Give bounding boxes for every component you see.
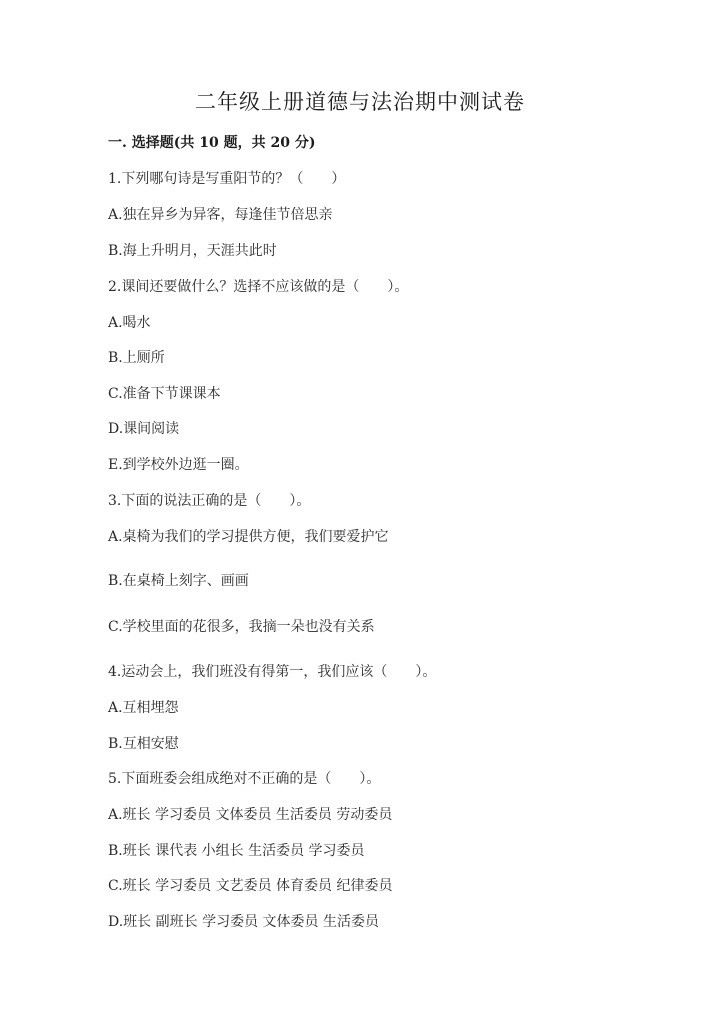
question-5-option-b: B.班长 课代表 小组长 生活委员 学习委员 [108, 843, 365, 859]
section-heading: 一. 选择题(共 10 题，共 20 分) [108, 135, 316, 151]
question-5-option-d: D.班长 副班长 学习委员 文体委员 生活委员 [108, 914, 379, 930]
question-3-stem: 3.下面的说法正确的是（ ）。 [108, 493, 311, 509]
question-5-option-a: A.班长 学习委员 文体委员 生活委员 劳动委员 [108, 807, 393, 823]
question-1-stem: 1.下列哪句诗是写重阳节的？（ ） [108, 171, 346, 187]
question-5-stem: 5.下面班委会组成绝对不正确的是（ ）。 [108, 771, 381, 787]
question-2-stem: 2.课间还要做什么？选择不应该做的是（ ）。 [108, 279, 409, 295]
question-1-option-a: A.独在异乡为异客，每逢佳节倍思亲 [108, 207, 333, 223]
question-2-option-c: C.准备下节课课本 [108, 386, 221, 402]
question-4-option-b: B.互相安慰 [108, 736, 179, 752]
question-1-option-b: B.海上升明月，天涯共此时 [108, 243, 277, 259]
question-2-option-d: D.课间阅读 [108, 421, 180, 437]
question-3-option-b: B.在桌椅上刻字、画画 [108, 573, 249, 589]
question-3-option-c: C.学校里面的花很多，我摘一朵也没有关系 [108, 619, 375, 635]
page-title: 二年级上册道德与法治期中测试卷 [195, 90, 525, 114]
question-5-option-c: C.班长 学习委员 文艺委员 体育委员 纪律委员 [108, 878, 393, 894]
question-2-option-b: B.上厕所 [108, 350, 165, 366]
question-2-option-a: A.喝水 [108, 315, 151, 331]
question-4-stem: 4.运动会上，我们班没有得第一，我们应该（ ）。 [108, 664, 437, 680]
question-3-option-a: A.桌椅为我们的学习提供方便，我们要爱护它 [108, 529, 389, 545]
question-2-option-e: E.到学校外边逛一圈。 [108, 457, 249, 473]
question-4-option-a: A.互相埋怨 [108, 700, 179, 716]
